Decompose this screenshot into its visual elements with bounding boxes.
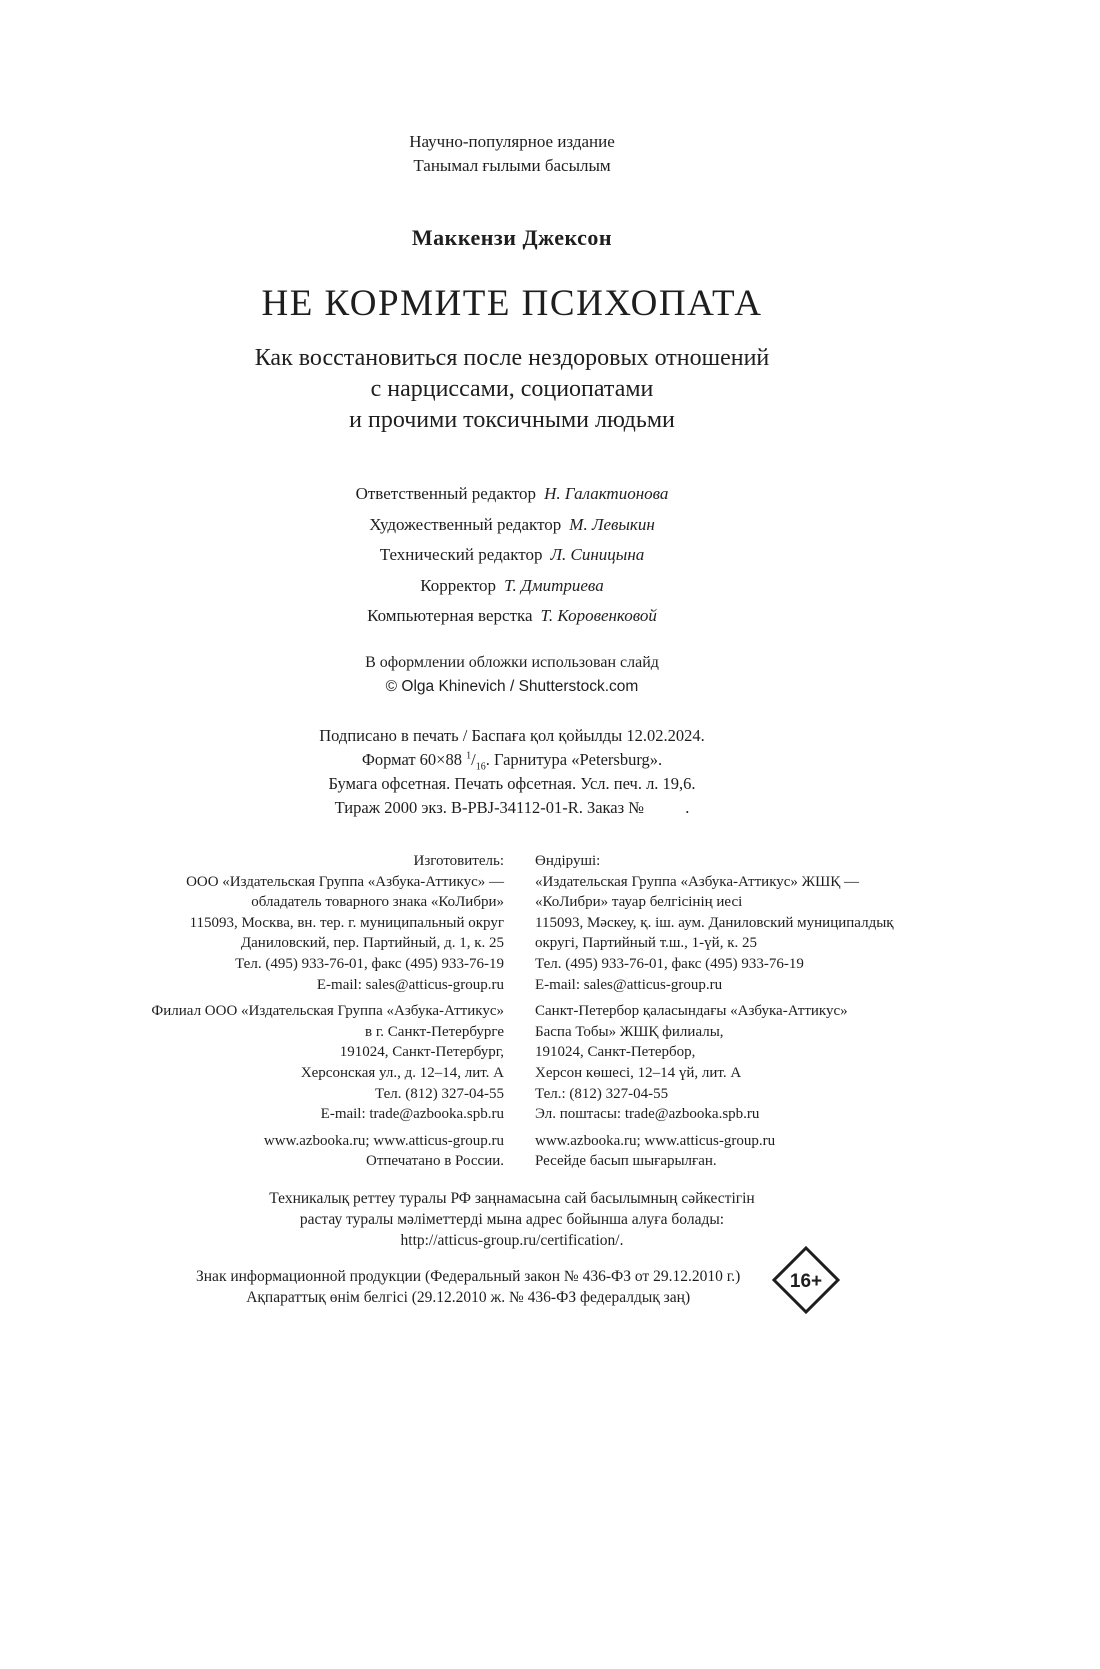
address-line: Херсонская ул., д. 12–14, лит. А [300, 1064, 504, 1081]
manufacturer-kz [535, 851, 894, 1172]
certification-note [0, 1188, 1024, 1251]
paper-info: Бумага офсетная. Печать офсетная. Усл. печ. л. 19,6. [328, 774, 696, 793]
email-line: E-mail: trade@azbooka.spb.ru [320, 1106, 504, 1123]
credit-row [0, 604, 1024, 635]
info-sign-note [196, 1266, 740, 1308]
edition-type [0, 130, 1024, 178]
manufacturer-kz-head: Өндіруші: [535, 853, 601, 869]
cover-copyright: © Olga Khinevich / Shutterstock.com [385, 678, 639, 695]
credit-name: Н. Галактионова [544, 484, 669, 503]
address-line: в г. Санкт-Петербурге [365, 1023, 504, 1040]
phone-line: Тел. (495) 933-76-01, факс (495) 933-76-19 [235, 955, 504, 972]
phone-line: Тел. (495) 933-76-01, факс (495) 933-76-19 [535, 955, 804, 972]
book-subtitle [0, 343, 1024, 436]
phone-line: Тел.: (812) 327-04-55 [535, 1085, 669, 1102]
credit-name: Л. Синицына [550, 545, 645, 564]
address-line: 191024, Санкт-Петербор, [535, 1044, 696, 1061]
format-line: Формат 60×88 $^1/_{16}$. Гарнитура «Petersburg». [361, 750, 663, 773]
age-rating-badge [772, 1246, 840, 1314]
address-line: ООО «Издательская Группа «Азбука-Аттикус» — [186, 873, 504, 890]
email-line: E-mail: sales@atticus-group.ru [535, 976, 723, 993]
address-line: 191024, Санкт-Петербург, [339, 1044, 504, 1061]
credit-name: М. Левыкин [569, 514, 655, 534]
address-line: Херсон көшесі, 12–14 үй, лит. А [535, 1064, 742, 1081]
certification-url: http://atticus-group.ru/certification/. [400, 1232, 624, 1249]
author-name: Маккензи Джексон [411, 225, 613, 250]
address-line: «Издательская Группа «Азбука-Аттикус» ЖШҚ — [535, 873, 860, 890]
format-prefix: Формат 60×88 [361, 750, 462, 769]
branch-head: Санкт-Петербор қаласындағы «Азбука-Аттикус» [535, 1003, 848, 1020]
address-line: «КоЛибри» тауар белгісінің иесі [535, 894, 743, 911]
phone-line: Тел. (812) 327-04-55 [375, 1085, 504, 1102]
info-sign-line-kz: Ақпараттық өнім белгісі (29.12.2010 ж. № 436-ФЗ федералдық заң) [246, 1289, 691, 1306]
address-line: Баспа Тобы» ЖШҚ филиалы, [535, 1023, 724, 1040]
address-line: Даниловский, пер. Партийный, д. 1, к. 25 [240, 935, 504, 952]
info-sign-line-ru: Знак информационной продукции (Федеральный закон № 436-ФЗ от 29.12.2010 г.) [196, 1268, 741, 1285]
printed-in: Ресейде басып шығарылған. [535, 1153, 717, 1170]
credit-row [0, 482, 1024, 513]
address-line: округі, Партийный т.ш., 1-үй, к. 25 [535, 935, 757, 952]
format-denominator: 16 [475, 761, 486, 773]
credit-name: Т. Коровенковой [540, 606, 657, 625]
cover-credit [0, 651, 1024, 699]
credit-role: Художественный редактор [369, 514, 562, 534]
credit-role: Ответственный редактор [355, 484, 537, 503]
credit-name: Т. Дмитриева [504, 575, 604, 595]
credit-row [0, 543, 1024, 574]
subtitle-line: Как восстановиться после нездоровых отношений [254, 345, 770, 371]
address-line: 115093, Мәскеу, қ. іш. аум. Даниловский муниципалдық [535, 914, 894, 931]
credit-role: Технический редактор [379, 545, 543, 564]
book-title: НЕ КОРМИТЕ ПСИХОПАТА [261, 283, 763, 324]
email-line: Эл. поштасы: trade@azbooka.spb.ru [535, 1106, 760, 1123]
cover-credit-line: В оформлении обложки использован слайд [365, 654, 659, 671]
print-run: Тираж 2000 экз. B-PBJ-34112-01-R. Заказ № . [334, 798, 690, 817]
address-line: 115093, Москва, вн. тер. г. муниципальный округ [189, 914, 504, 931]
email-line: E-mail: sales@atticus-group.ru [316, 976, 504, 993]
website-line: www.azbooka.ru; www.atticus-group.ru [535, 1132, 776, 1149]
edition-type-ru: Научно-популярное издание [409, 132, 615, 151]
certification-line: Техникалық реттеу туралы РФ заңнамасына сай басылымның сәйкестігін [269, 1190, 755, 1207]
age-rating-text: 16+ [789, 1271, 823, 1292]
address-line: обладатель товарного знака «КоЛибри» [251, 894, 504, 911]
credit-row [0, 574, 1024, 605]
credit-role: Компьютерная верстка [367, 606, 533, 625]
branch-head: Филиал ООО «Издательская Группа «Азбука-Аттикус» [151, 1003, 504, 1020]
format-numerator: 1 [466, 750, 472, 762]
subtitle-line: с нарциссами, социопатами [370, 376, 654, 402]
subtitle-line: и прочими токсичными людьми [349, 407, 675, 433]
website-line: www.azbooka.ru; www.atticus-group.ru [263, 1132, 504, 1149]
credit-row [0, 513, 1024, 544]
credit-role: Корректор [420, 575, 497, 595]
printed-in: Отпечатано в России. [366, 1153, 504, 1170]
signed-to-print: Подписано в печать / Баспаға қол қойылды 12.02.2024. [319, 726, 705, 745]
credits-list [0, 482, 1024, 635]
print-info [0, 724, 1024, 820]
edition-type-kz: Танымал ғылыми басылым [413, 156, 611, 175]
manufacturer-ru [151, 851, 504, 1172]
certification-line: растау туралы мәліметтерді мына адрес бойынша алуға болады: [299, 1211, 725, 1228]
format-suffix: . Гарнитура «Petersburg». [485, 750, 663, 769]
manufacturer-ru-head: Изготовитель: [413, 853, 504, 869]
